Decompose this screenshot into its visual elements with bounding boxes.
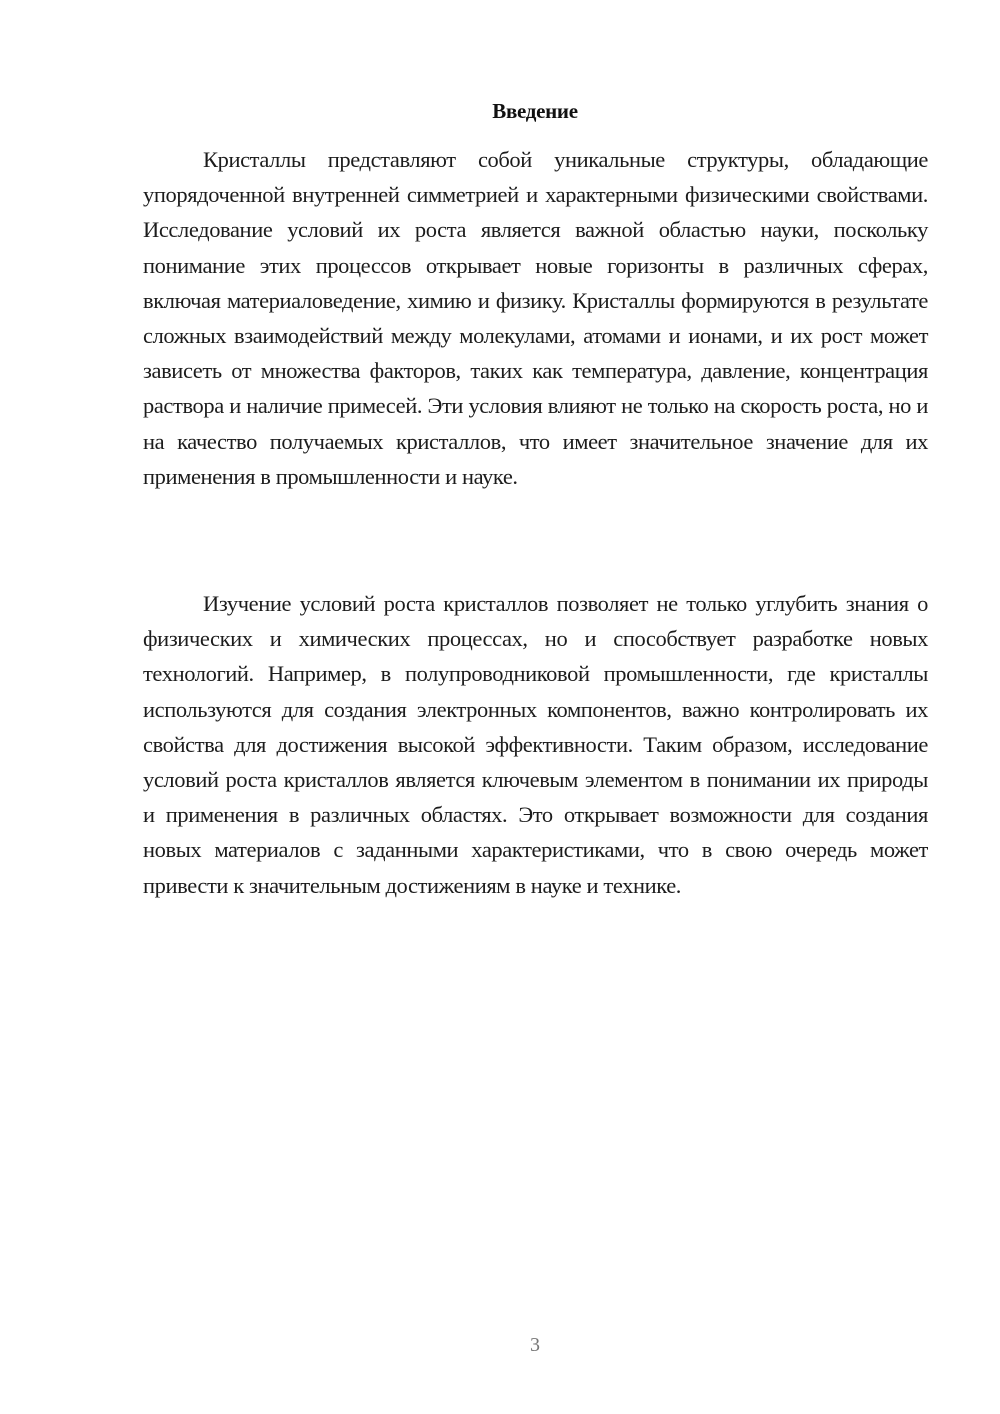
paragraph-research: Изучение условий роста кристаллов позволяет не только углубить знания о физических и химических процессах, но и способствует разработке новых технологий. Например, в полупроводниковой промышленности, где кристаллы используются для создания электронных компонентов, важно контролировать их свойства для достижения высокой эффективности. Таким образом, исследование условий роста кристаллов является ключевым элементом в понимании их природы и применения в различных областях. Это открывает возможности для создания новых материалов с заданными характеристиками, что в свою очередь может привести к значительным достижениям в науке и технике. [143, 591, 928, 898]
page-number: 3 [530, 1334, 540, 1356]
paragraph-intro: Кристаллы представляют собой уникальные структуры, обладающие упорядоченной внутренней симметрией и характерными физическими свойствами. Исследование условий их роста является важной областью науки, поскольку понимание этих процессов открывает новые горизонты в различных сферах, включая материаловедение, химию и физику. Кристаллы формируются в результате сложных взаимодействий между молекулами, атомами и ионами, и их рост может зависеть от множества факторов, таких как температура, давление, концентрация раствора и наличие примесей. Эти условия влияют не только на скорость роста, но и на качество получаемых кристаллов, что имеет значительное значение для их применения в промышленности и науке. [143, 147, 928, 489]
paragraph-block-1 [143, 142, 928, 494]
paragraph-block-2 [143, 586, 928, 903]
section-heading: Введение [492, 99, 578, 123]
